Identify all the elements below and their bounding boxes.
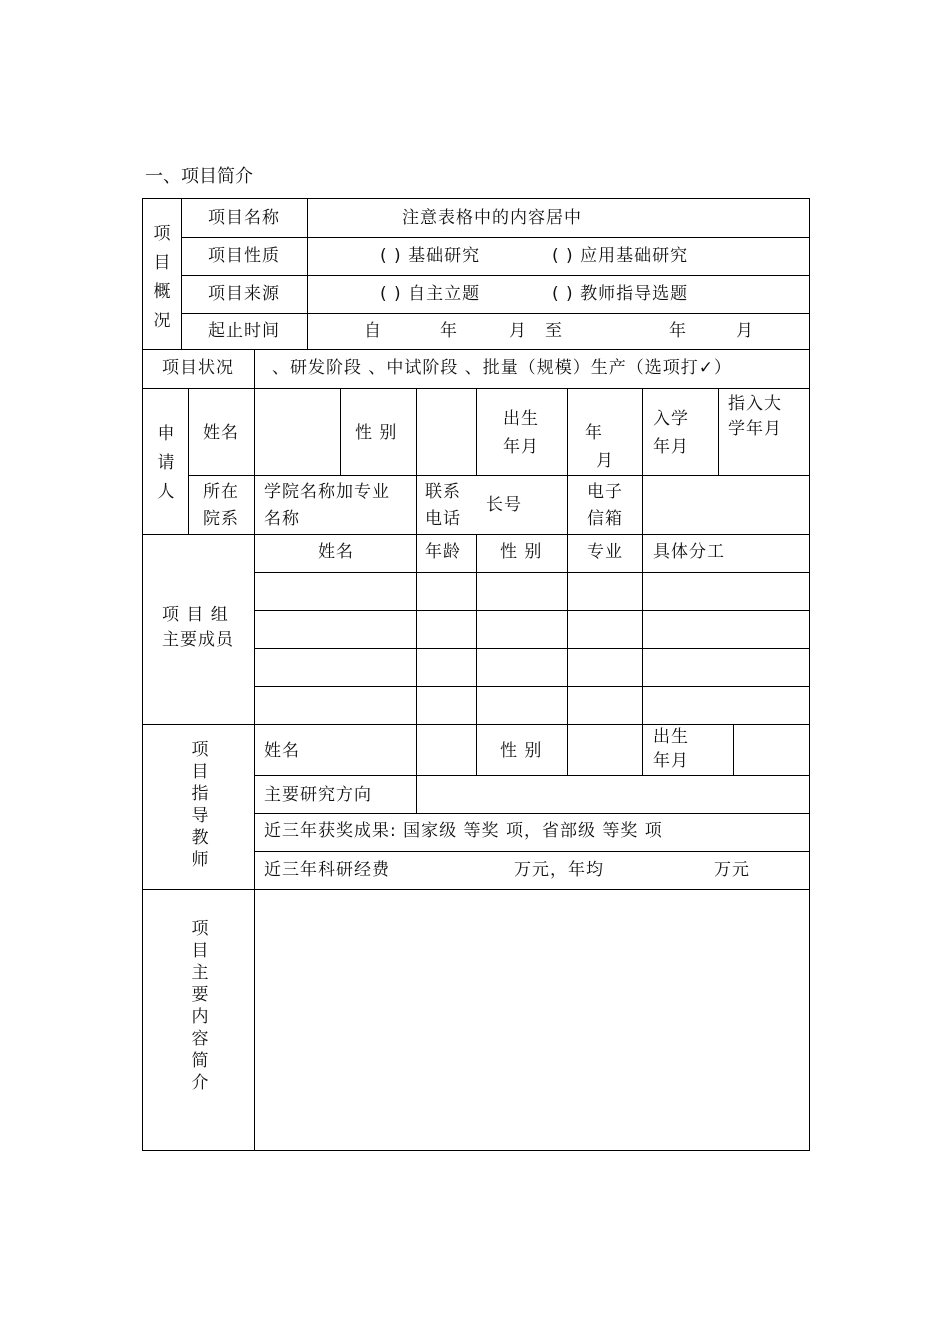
period-year-1: 年: [440, 321, 458, 341]
applicant-gender-label: 性 别: [355, 423, 398, 443]
advisor-research-label: 主要研究方向: [264, 785, 372, 805]
period-from: 自: [364, 321, 382, 341]
source-option-teacher[interactable]: ( ) 教师指导选题: [552, 284, 689, 304]
members-group-label-2: 主要成员: [162, 630, 234, 650]
applicant-phone-label-1: 联系: [425, 482, 461, 502]
advisor-funding-unit-1: 万元，年均: [514, 860, 604, 880]
nature-option-applied[interactable]: ( ) 应用基础研究: [552, 246, 689, 266]
applicant-enroll-label-1: 入学: [653, 409, 689, 429]
applicant-phone-value[interactable]: 长号: [486, 495, 522, 515]
applicant-birth-label-2: 年月: [503, 437, 539, 457]
advisor-birth-label-1: 出生: [653, 727, 689, 747]
status-label: 项目状况: [162, 358, 234, 378]
applicant-dept-value-2[interactable]: 名称: [264, 509, 300, 529]
content-input-area[interactable]: [256, 891, 808, 1149]
applicant-group-label: 申请人: [157, 424, 175, 502]
project-source-label: 项目来源: [208, 284, 280, 304]
advisor-funding-unit-2: 万元: [714, 860, 750, 880]
project-nature-label: 项目性质: [208, 246, 280, 266]
applicant-birth-year: 年: [585, 423, 603, 443]
applicant-email-label-2: 信箱: [587, 509, 623, 529]
advisor-gender-label: 性 别: [500, 741, 543, 761]
advisor-birth-label-2: 年月: [653, 751, 689, 771]
overview-group-label: 项目概况: [153, 224, 171, 331]
members-header-name: 姓名: [318, 542, 354, 562]
project-name-label: 项目名称: [208, 208, 280, 228]
nature-option-basic[interactable]: ( ) 基础研究: [380, 246, 481, 266]
members-header-role: 具体分工: [653, 542, 725, 562]
period-label: 起止时间: [208, 321, 280, 341]
source-option-self[interactable]: ( ) 自主立题: [380, 284, 481, 304]
applicant-dept-value-1[interactable]: 学院名称加专业: [264, 482, 390, 502]
applicant-dept-label-1: 所在: [203, 482, 239, 502]
period-year-2: 年: [669, 321, 687, 341]
applicant-dept-label-2: 院系: [203, 509, 239, 529]
period-to: 至: [545, 321, 563, 341]
advisor-funding-label: 近三年科研经费: [264, 860, 390, 880]
period-month-1: 月: [509, 321, 527, 341]
members-header-gender: 性 别: [500, 542, 543, 562]
applicant-grad-label-2: 学年月: [728, 419, 782, 439]
advisor-awards-text: 近三年获奖成果: 国家级 等奖 项，省部级 等奖 项: [264, 821, 663, 841]
members-group-label-1: 项 目 组: [162, 605, 229, 625]
advisor-name-label: 姓名: [264, 741, 300, 761]
applicant-grad-label-1: 指入大: [728, 394, 782, 414]
content-label: 项目主要内容简介: [191, 919, 209, 1093]
period-month-2: 月: [736, 321, 754, 341]
applicant-birth-label-1: 出生: [503, 409, 539, 429]
status-options[interactable]: 、研发阶段 、中试阶段 、批量（规模）生产（选项打✓）: [272, 358, 733, 378]
project-name-value[interactable]: 注意表格中的内容居中: [402, 208, 582, 228]
applicant-email-label-1: 电子: [587, 482, 623, 502]
applicant-name-label: 姓名: [203, 423, 239, 443]
applicant-birth-month: 月: [596, 451, 614, 471]
section-title: 一、项目简介: [145, 166, 253, 187]
applicant-phone-label-2: 电话: [425, 509, 461, 529]
applicant-enroll-label-2: 年月: [653, 437, 689, 457]
members-header-major: 专业: [587, 542, 623, 562]
advisor-group-label: 项目指导教师: [191, 740, 209, 870]
members-header-age: 年龄: [425, 542, 461, 562]
